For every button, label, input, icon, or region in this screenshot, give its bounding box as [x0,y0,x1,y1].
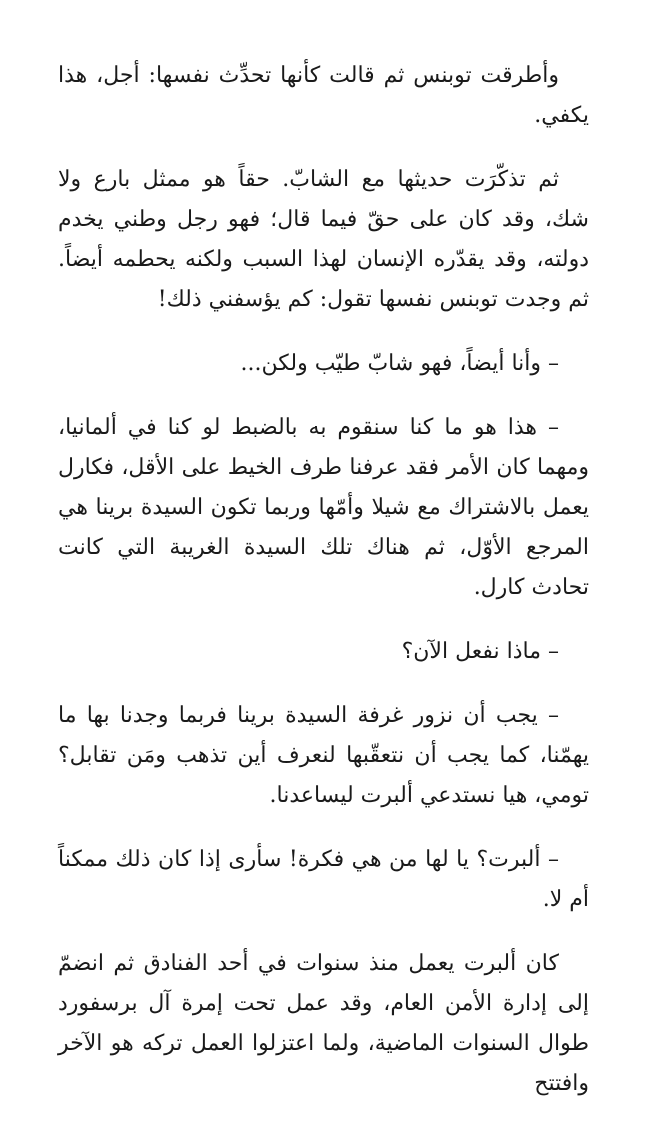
dialogue-line: – وأنا أيضاً، فهو شابّ طيّب ولكن... [240,351,559,376]
book-page [58,56,589,1128]
dialogue-line: – ألبرت؟ يا لها من هي فكرة! سأرى إذا كان ذلك ممكناً أم لا. [58,847,589,912]
dialogue-line: – ماذا نفعل الآن؟ [401,639,559,664]
dialogue-line: – هذا هو ما كنا سنقوم به بالضبط لو كنا في ألمانيا، ومهما كان الأمر فقد عرفنا طرف الخيط على الأقل، فكارل يعمل بالاشتراك مع شيلا وأمّها وربما تكون السيدة برينا هي المرجع الأوّل، ثم هناك تلك السيدة الغريبة التي كانت تحادث كارل. [58,415,589,600]
paragraph: وأطرقت توبنس ثم قالت كأنها تحدِّث نفسها: أجل، هذا يكفي. [58,63,589,128]
paragraph: كان ألبرت يعمل منذ سنوات في أحد الفنادق ثم انضمّ إلى إدارة الأمن العام، وقد عمل تحت إمرة آل برسفورد طوال السنوات الماضية، ولما اعتزلوا العمل تركه هو الآخر وافتتح [58,951,589,1096]
paragraph: ثم تذكّرَت حديثها مع الشابّ. حقاً هو ممثل بارع ولا شك، وقد كان على حقّ فيما قال؛ فهو رجل وطني يخدم دولته، وقد يقدّره الإنسان لهذا السبب ولكنه يحطمه أيضاً. ثم وجدت توبنس نفسها تقول: كم يؤسفني ذلك! [58,167,589,312]
dialogue-line: – يجب أن نزور غرفة السيدة برينا فربما وجدنا بها ما يهمّنا، كما يجب أن نتعقّبها لنعرف أين تذهب ومَن تقابل؟ تومي، هيا نستدعي ألبرت ليساعدنا. [58,703,589,808]
